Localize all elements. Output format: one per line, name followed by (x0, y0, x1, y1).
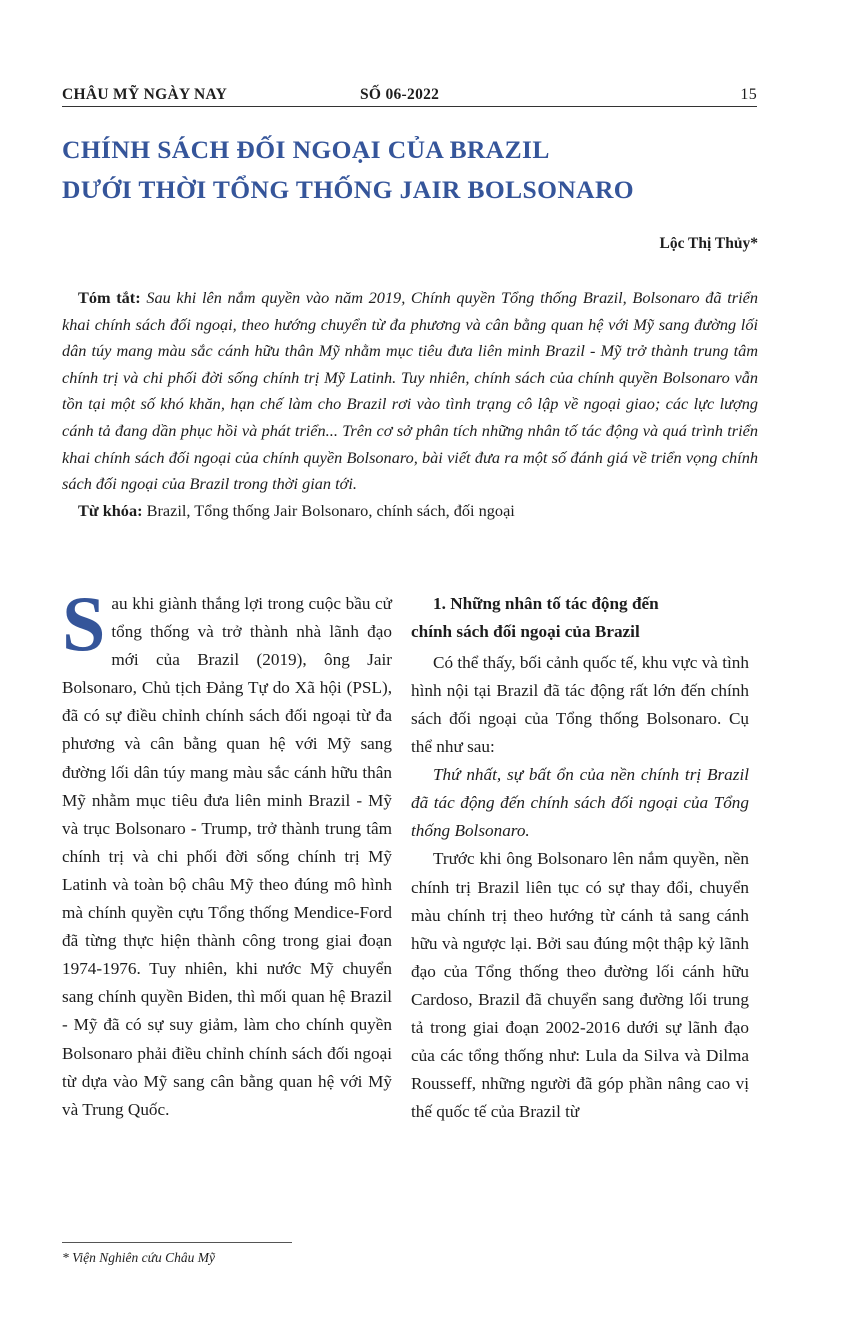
section-heading-line-2: chính sách đối ngoại của Brazil (411, 622, 640, 642)
title-line-2: DƯỚI THỜI TỔNG THỐNG JAIR BOLSONARO (62, 175, 635, 204)
body-paragraph-1: Có thể thấy, bối cảnh quốc tế, khu vực và tình hình nội tại Brazil đã tác động rất lớn đến chính sách đối ngoại của Tổng thống Bolsonaro. Cụ thể như sau: (411, 652, 749, 757)
body-paragraph-3: Trước khi ông Bolsonaro lên nắm quyền, nền chính trị Brazil liên tục có sự thay đổi, chuyển màu chính trị theo hướng từ cánh tả sang cánh hữu và ngược lại. Bởi sau đúng một thập kỷ lãnh đạo của Tổng thống theo đường lối cánh hữu Cardoso, Brazil đã chuyển sang đường lối trung tả trong giai đoạn 2002-2016 dưới sự lãnh đạo của các tổng thống như: Lula da Silva và Dilma Rousseff, những người đã góp phần nâng cao vị thế quốc tế của Brazil từ (411, 849, 749, 1122)
drop-cap: S (62, 580, 106, 667)
running-header (62, 84, 757, 107)
issue-number: SỐ 06-2022 (360, 86, 440, 103)
intro-paragraph (62, 580, 392, 1124)
keywords-text: Brazil, Tổng thống Jair Bolsonaro, chính sách, đối ngoại (146, 500, 515, 520)
body-paragraph-2: Thứ nhất, sự bất ổn của nền chính trị Brazil đã tác động đến chính sách đối ngoại của Tổng thống Bolsonaro. (411, 765, 749, 841)
body-column-left (62, 580, 392, 1124)
journal-name: CHÂU MỸ NGÀY NAY (62, 86, 228, 103)
footnote-divider (62, 1242, 292, 1243)
section-heading-line-1: 1. Những nhân tố tác động đến (433, 594, 659, 613)
intro-text: au khi giành thắng lợi trong cuộc bầu cử tổng thống và trở thành nhà lãnh đạo mới của Brazil (2019), ông Jair Bolsonaro, Chủ tịch Đảng Tự do Xã hội (PSL), đã có sự điều chỉnh chính sách đối ngoại từ đa phương và cân bằng quan hệ với Mỹ sang đường lối dân túy mang màu sắc cánh hữu thân Mỹ nhằm mục tiêu đưa liên minh Brazil - Mỹ và trục Bolsonaro - Trump, trở thành trung tâm chính trị và chi phối đời sống chính trị Mỹ Latinh và toàn bộ châu Mỹ theo đúng mô hình mà chính quyền cựu Tổng thống Mendice-Ford đã từng thực hiện thành công trong giai đoạn 1974-1976. Tuy nhiên, khi nước Mỹ chuyển sang chính quyền Biden, thì mối quan hệ Brazil - Mỹ đã có sự suy giảm, làm cho chính quyền Bolsonaro phải điều chỉnh chính sách đối ngoại từ dựa vào Mỹ sang cân bằng quan hệ với Mỹ và Trung Quốc. (62, 594, 392, 1119)
author-name: Lộc Thị Thủy* (659, 235, 758, 252)
abstract-paragraph (62, 285, 758, 498)
body-column-right (411, 590, 749, 1126)
footnote: * Viện Nghiên cứu Châu Mỹ (62, 1250, 215, 1265)
section-heading (411, 590, 749, 647)
abstract (62, 285, 758, 524)
abstract-text: Sau khi lên nắm quyền vào năm 2019, Chính quyền Tổng thống Brazil, Bolsonaro đã triển khai chính sách đối ngoại, theo hướng chuyển từ đa phương và cân bằng quan hệ với Mỹ sang đường lối dân túy mang màu sắc cánh hữu thân Mỹ nhằm mục tiêu đưa liên minh Brazil - Mỹ trở thành trung tâm chính trị và chi phối đời sống chính trị Mỹ Latinh. Tuy nhiên, chính sách của chính quyền Bolsonaro vẫn tồn tại một số khó khăn, hạn chế làm cho Brazil rơi vào tình trạng cô lập về ngoại giao; các lực lượng cánh tả đang dần phục hồi và phát triển... Trên cơ sở phân tích những nhân tố tác động và quá trình triển khai chính sách đối ngoại của chính quyền Bolsonaro, bài viết đưa ra một số đánh giá về triển vọng chính sách đối ngoại của Brazil trong thời gian tới. (62, 288, 758, 494)
abstract-label: Tóm tắt: (78, 288, 141, 307)
keywords-label: Từ khóa: (78, 500, 143, 520)
title-line-1: CHÍNH SÁCH ĐỐI NGOẠI CỦA BRAZIL (62, 135, 550, 164)
article-title (62, 130, 762, 210)
page-number: 15 (740, 86, 757, 103)
keywords-line (62, 498, 758, 525)
